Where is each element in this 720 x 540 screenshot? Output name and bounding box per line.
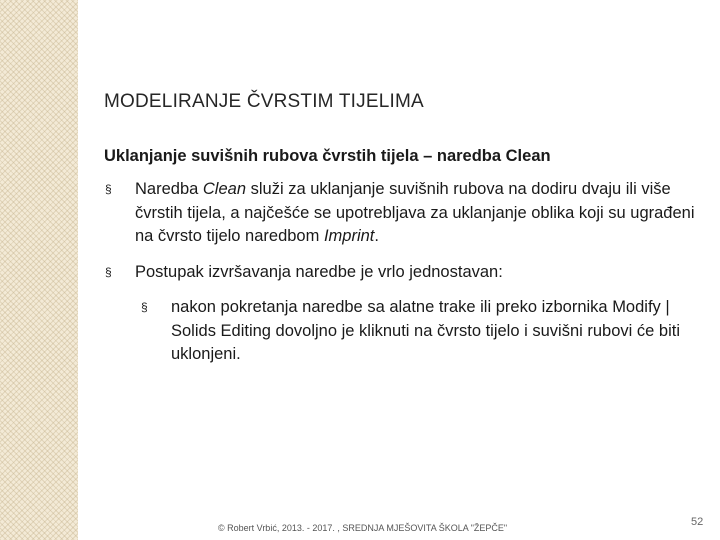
bullet-marker-icon: § [105,182,112,196]
decorative-side-strip [0,0,78,540]
sub-bullet-item-steps [104,296,704,367]
page-number: 52 [691,516,704,528]
sub-bullet-text: nakon pokretanja naredbe sa alatne trake ili preko izbornika Modify | Solids Editing dovoljno je kliknuti na čvrsto tijelo i suvišni rubovi će biti uklonjeni. [171,298,680,363]
bullet-text: Postupak izvršavanja naredbe je vrlo jednostavan: [135,262,503,281]
bullet-text: Naredba Clean služi za uklanjanje suvišnih rubova na dodiru dvaju ili više čvrstih tijela, a najčešće se upotrebljava za uklanjanje oblika koji su ugrađeni na čvrsto tijelo naredbom Imprint. [135,180,695,245]
command-name-clean: Clean [202,180,247,198]
command-name-imprint: Imprint [323,227,375,245]
footer-copyright: © Robert Vrbić, 2013. - 2017. , SREDNJA MJEŠOVITA ŠKOLA "ŽEPČE" [218,523,508,533]
bullet-marker-icon: § [105,264,112,279]
bullet-item-procedure [104,261,704,285]
slide-subtitle: Uklanjanje suvišnih rubova čvrstih tijela – naredba Clean [104,147,551,165]
sub-bullet-marker-icon: § [141,300,148,314]
slide-title: MODELIRANJE ČVRSTIM TIJELIMA [104,91,424,112]
slide-content [104,147,704,367]
bullet-item-clean-description [104,178,704,249]
